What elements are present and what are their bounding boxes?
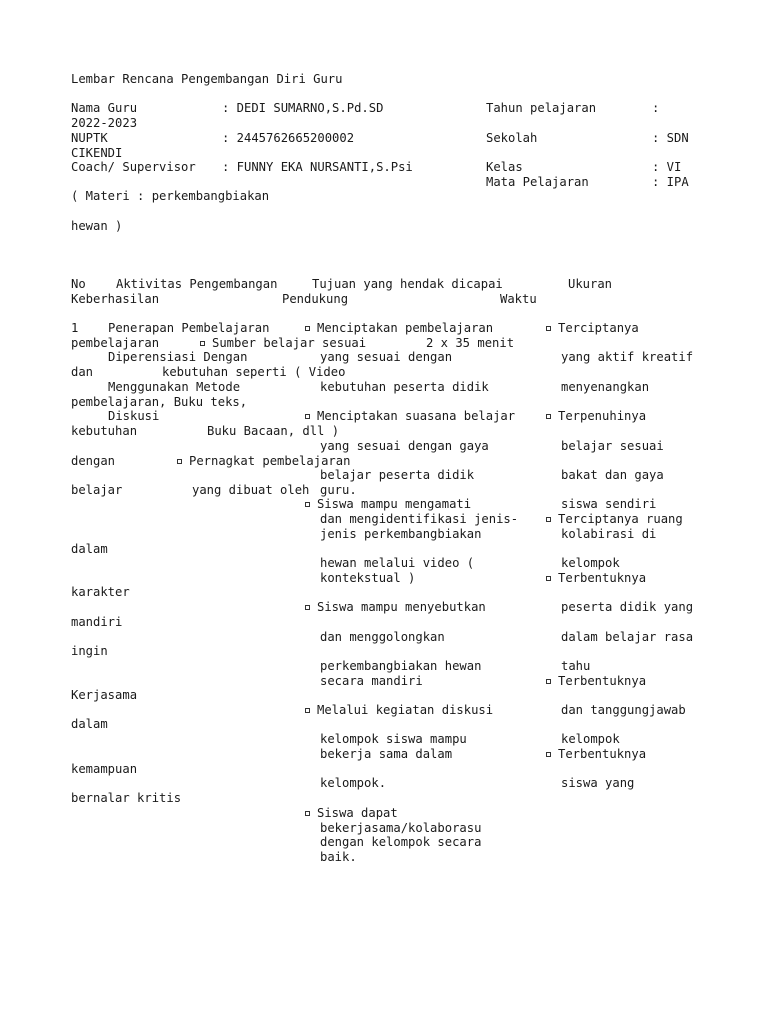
ukuran-4-mandiri: mandiri	[71, 615, 123, 629]
tujuan-4-line-1: Siswa mampu menyebutkan	[305, 600, 486, 615]
coach-value: : FUNNY EKA NURSANTI,S.Psi	[222, 160, 413, 174]
ukuran-5-dalam: dalam	[71, 717, 108, 731]
sekolah-value: : SDN	[652, 131, 689, 145]
ukuran-2-line-1: Terpenuhinya	[546, 409, 646, 424]
col-aktivitas-header: Aktivitas Pengembangan	[116, 277, 278, 291]
tujuan-2-line-2: yang sesuai dengan gaya	[320, 439, 489, 453]
kelas-label: Kelas	[486, 160, 523, 174]
nama-guru-label: Nama Guru	[71, 101, 138, 115]
kebutuhan-word: kebutuhan	[71, 424, 138, 438]
nuptk-value: : 2445762665200002	[222, 131, 355, 145]
ukuran-5-kerjasama: Kerjasama	[71, 688, 138, 702]
ukuran-4-karakter: karakter	[71, 585, 130, 599]
nuptk-label: NUPTK	[71, 131, 108, 145]
tujuan-5-line-1: Melalui kegiatan diskusi	[305, 703, 493, 718]
ukuran-1-line-3: menyenangkan	[561, 380, 650, 394]
tujuan-6-line-2: bekerjasama/kolaborasu	[320, 821, 482, 835]
col-ukuran-header: Ukuran	[568, 277, 613, 291]
tujuan-3-line-1: Siswa mampu mengamati	[305, 497, 471, 512]
tujuan-6-line-4: baik.	[320, 850, 357, 864]
ukuran-4-line-2: peserta didik yang	[561, 600, 694, 614]
tujuan-5-line-4: kelompok.	[320, 776, 387, 790]
tahun-value: 2022-2023	[71, 116, 138, 130]
aktivitas-line-1: Penerapan Pembelajaran	[108, 321, 270, 335]
ukuran-4-line-4: tahu	[561, 659, 591, 673]
tujuan-1-line-1: Menciptakan pembelajaran	[305, 321, 493, 336]
ukuran-3-line-3: kelompok	[561, 556, 620, 570]
kelas-value: : VI	[652, 160, 682, 174]
tujuan-1-line-3: kebutuhan peserta didik	[320, 380, 489, 394]
col-keberhasilan-header: Keberhasilan	[71, 292, 160, 306]
sumber-line-4: Buku Bacaan, dll )	[207, 424, 340, 438]
mapel-value: : IPA	[652, 175, 689, 189]
tujuan-3-line-2: dan mengidentifikasi jenis-	[320, 512, 519, 526]
aktivitas-line-4: Diskusi	[108, 409, 160, 423]
ukuran-4-line-1: Terbentuknya	[546, 571, 646, 586]
tujuan-4-line-4: secara mandiri	[320, 674, 423, 688]
coach-label: Coach/ Supervisor	[71, 160, 196, 174]
tujuan-6-line-1: Siswa dapat	[305, 806, 398, 821]
col-pendukung-header: Pendukung	[282, 292, 349, 306]
tahun-label: Tahun pelajaran	[486, 101, 597, 115]
materi-line-1: ( Materi : perkembangbiakan	[71, 189, 270, 203]
belajar-word: belajar	[71, 483, 123, 497]
ukuran-3-dalam: dalam	[71, 542, 108, 556]
ukuran-4-ingin: ingin	[71, 644, 108, 658]
ukuran-2-line-4: siswa sendiri	[561, 497, 657, 511]
mapel-label: Mata Pelajaran	[486, 175, 589, 189]
sekolah-value-cont: CIKENDI	[71, 146, 123, 160]
ukuran-6-line-2: siswa yang	[561, 776, 635, 790]
ukuran-5-line-3: kelompok	[561, 732, 620, 746]
materi-line-2: hewan )	[71, 219, 123, 233]
perangkat-line-3: guru.	[320, 483, 357, 497]
perangkat-line-1: Pernagkat pembelajaran	[177, 454, 350, 469]
nama-guru-value: : DEDI SUMARNO,S.Pd.SD	[222, 101, 384, 115]
col-waktu-header: Waktu	[500, 292, 537, 306]
document-title: Lembar Rencana Pengembangan Diri Guru	[71, 72, 343, 86]
sumber-line-2: kebutuhan seperti ( Video	[162, 365, 346, 379]
tujuan-3-line-3: jenis perkembangbiakan	[320, 527, 482, 541]
ukuran-1-line-1: Terciptanya	[546, 321, 639, 336]
sumber-line-3: pembelajaran, Buku teks,	[71, 395, 248, 409]
ukuran-3-line-2: kolabirasi di	[561, 527, 657, 541]
sumber-line-1: Sumber belajar sesuai	[200, 336, 366, 351]
dengan-word: dengan	[71, 454, 116, 468]
aktivitas-line-3: Menggunakan Metode	[108, 380, 241, 394]
ukuran-2-line-3: bakat dan gaya	[561, 468, 664, 482]
tujuan-4-line-3: perkembangbiakan hewan	[320, 659, 482, 673]
row-number: 1	[71, 321, 79, 335]
ukuran-2-line-2: belajar sesuai	[561, 439, 664, 453]
col-tujuan-header: Tujuan yang hendak dicapai	[312, 277, 503, 291]
ukuran-6-line-1: Terbentuknya	[546, 747, 646, 762]
tujuan-6-line-3: dengan kelompok secara	[320, 835, 482, 849]
tujuan-4-line-2: dan menggolongkan	[320, 630, 445, 644]
ukuran-5-line-2: dan tanggungjawab	[561, 703, 686, 717]
tujuan-2-line-1: Menciptakan suasana belajar	[305, 409, 515, 424]
ukuran-6-kemampuan: kemampuan	[71, 762, 138, 776]
ukuran-6-bernalar: bernalar kritis	[71, 791, 182, 805]
tujuan-1-line-2: yang sesuai dengan	[320, 350, 453, 364]
aktivitas-cont: pembelajaran	[71, 336, 160, 350]
tujuan-3-line-5: kontekstual )	[320, 571, 416, 585]
tahun-colon: :	[652, 101, 660, 115]
ukuran-4-line-3: dalam belajar rasa	[561, 630, 694, 644]
perangkat-line-2: yang dibuat oleh	[192, 483, 310, 497]
tujuan-5-line-3: bekerja sama dalam	[320, 747, 453, 761]
sekolah-label: Sekolah	[486, 131, 538, 145]
ukuran-1-line-2: yang aktif kreatif	[561, 350, 694, 364]
tujuan-5-line-2: kelompok siswa mampu	[320, 732, 467, 746]
tujuan-3-line-4: hewan melalui video (	[320, 556, 475, 570]
ukuran-5-line-1: Terbentuknya	[546, 674, 646, 689]
aktivitas-line-2: Diperensiasi Dengan	[108, 350, 248, 364]
tujuan-2-line-3: belajar peserta didik	[320, 468, 475, 482]
col-no-header: No	[71, 277, 86, 291]
sumber-dan: dan	[71, 365, 94, 379]
waktu-value: 2 x 35 menit	[426, 336, 515, 350]
ukuran-3-line-1: Terciptanya ruang	[546, 512, 683, 527]
